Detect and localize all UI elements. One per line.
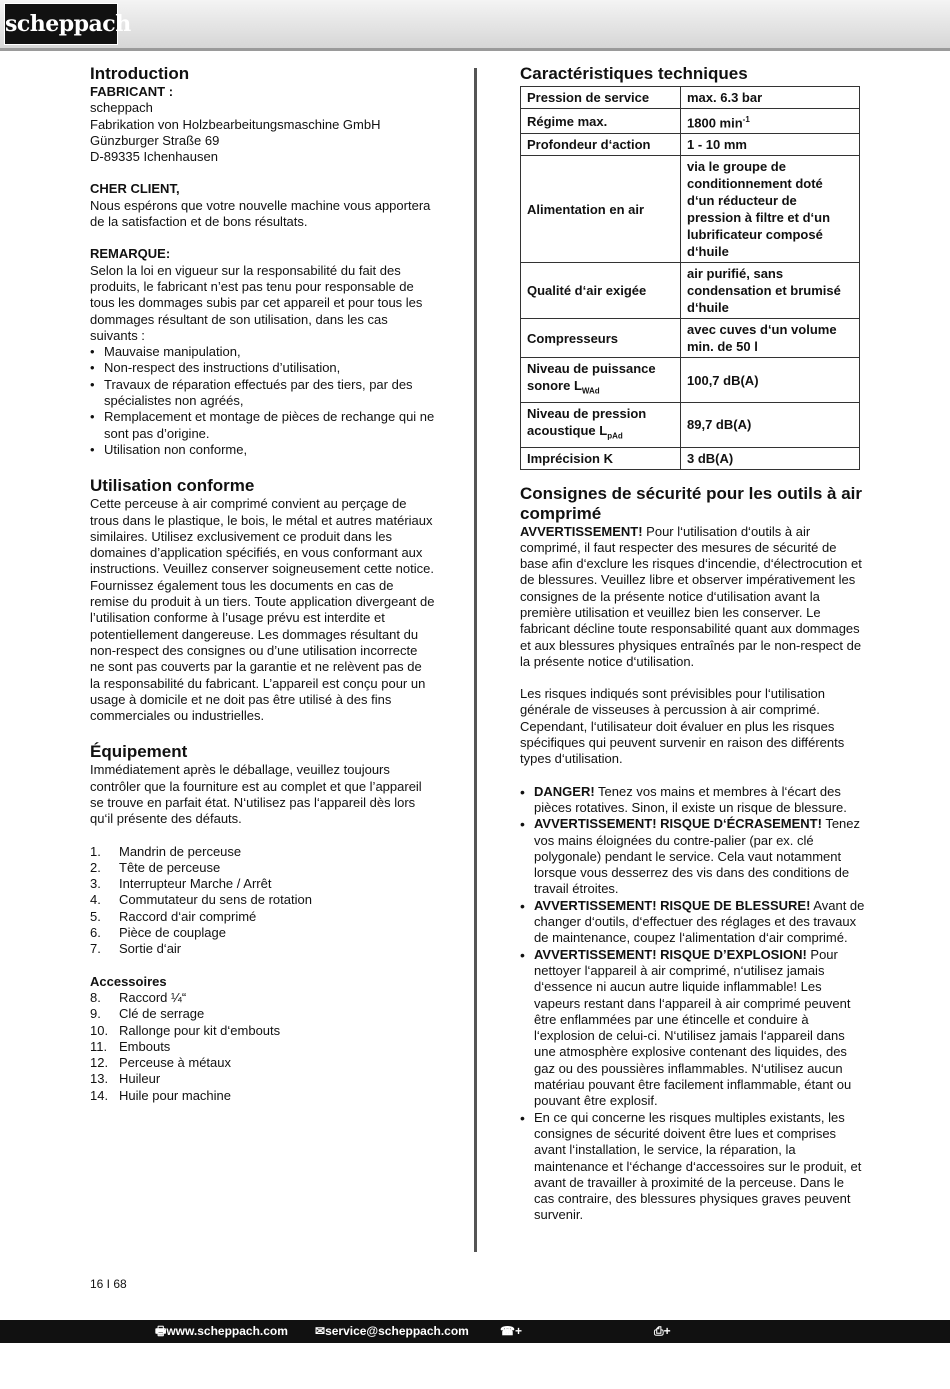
list-item: • En ce qui concerne les risques multiples existants, les consignes de sécurité doivent être lues et comprises avant l‘installation, le service, la réparation, la maintenance et l‘échange d‘accessoires sur le produit, et avant de travailler à proximité de la perceuse. Dans le cas contraire, des blessures physiques graves peuvent survenir. xyxy=(520,1110,865,1224)
list-item: • Non-respect des instructions d’utilisation, xyxy=(90,360,435,376)
list-item: 12. Perceuse à métaux xyxy=(90,1055,232,1071)
table-row: Compresseurs avec cuves d‘un volume min. de 50 l xyxy=(521,319,860,358)
manufacturer-line: Fabrikation von Holzbearbeitungsmaschine GmbH xyxy=(90,116,381,132)
list-item: • Mauvaise manipulation, xyxy=(90,344,435,360)
intended-use-heading: Utilisation conforme xyxy=(90,476,255,496)
accessories-list xyxy=(90,990,435,1104)
table-row: Qualité d‘air exigée air purifié, sans condensation et brumisé d‘huile xyxy=(521,263,860,319)
right-column xyxy=(520,64,865,1224)
list-item: • Travaux de réparation effectués par des tiers, par des spécialistes non agréés, xyxy=(90,377,435,410)
dear-client-text: Nous espérons que votre nouvelle machine vous apportera de la satisfaction et de bons résultats. xyxy=(90,197,431,230)
list-item: • AVVERTISSEMENT! RISQUE DE BLESSURE! Avant de changer d‘outils, d‘effectuer des réglages et des travaux de maintenance, coupez l‘alimentation d‘air comprimé. xyxy=(520,898,865,947)
specs-heading: Caractéristiques techniques xyxy=(520,64,748,83)
list-item: • DANGER! Tenez vos mains et membres à l‘écart des pièces rotatives. Sinon, il existe un risque de blessure. xyxy=(520,784,865,817)
list-item: 6. Pièce de couplage xyxy=(90,925,226,941)
list-item: 2. Tête de perceuse xyxy=(90,859,221,875)
list-item: 9. Clé de serrage xyxy=(90,1006,205,1022)
table-row: Imprécision K 3 dB(A) xyxy=(521,447,860,469)
list-item: 7. Sortie d‘air xyxy=(90,941,182,957)
list-item: 1. Mandrin de perceuse xyxy=(90,843,242,859)
list-item: • AVVERTISSEMENT! RISQUE D‘ÉCRASEMENT! Tenez vos mains éloignées du contre-palier (par ex. clé polygonale) pendant le service. Cela vaut notamment lorsque vous desserrez des vis dans des conditions de travail étroites. xyxy=(520,816,865,897)
risk-paragraph: Les risques indiqués sont prévisibles pour l‘utilisation générale de visseuses à percussion à air comprimé. Cependant, l‘utilisateur doit évaluer en plus les risques spécifiques qui peuvent survenir en raison des différents types d‘utilisation. xyxy=(520,686,845,767)
table-row: Pression de service max. 6.3 bar xyxy=(521,87,860,109)
list-item: • Utilisation non conforme, xyxy=(90,442,435,458)
list-item: 3. Interrupteur Marche / Arrêt xyxy=(90,876,272,892)
list-item: 4. Commutateur du sens de rotation xyxy=(90,892,312,908)
email-link[interactable]: ✉ service@scheppach.com xyxy=(315,1324,469,1338)
list-item: • AVVERTISSEMENT! RISQUE D’EXPLOSION! Pour nettoyer l‘appareil à air comprimé, n‘utilisez jamais d‘essence ni aucun autre liquide inflammable! Les vapeurs restant dans l‘appareil à air comprimé peuvent être enflammées par une étincelle et conduire à l‘explosion de celui-ci. N‘utilisez jamais l‘appareil dans une atmosphère explosive contenant des liquides, des gaz ou des poussières inflammables. N‘utilisez aucun matériau pouvant être facilement inflammable, étant ou pouvant être explosif. xyxy=(520,947,865,1110)
intended-use-text: Cette perceuse à air comprimé convient au perçage de trous dans le plastique, le bois, le métal et autres matériaux similaires. Utilisez exclusivement ce produit dans les domaines d’application spécifiés, en vous conformant aux instructions. Veuillez conserver soigneusement cette notice. Fournissez également tous les documents en cas de remise du produit à un tiers. Toute application divergeant de l’utilisation conforme à l’usage prévu est interdite et potentiellement dangereuse. Les dommages résultant du non-respect des consignes ou d’une utilisation incorrecte ne sont pas couverts par la garantie et ne relèvent pas de la responsabilité du fabricant. L’appareil est conçu pour un usage à domicile et ne doit pas être utilisé à des fins commerciales ou industrielles. xyxy=(90,496,435,724)
table-row: Niveau de puissance sonore $L_{WAd}$ 100,7 dB(A) xyxy=(521,358,860,403)
manufacturer-line: D-89335 Ichenhausen xyxy=(90,149,218,165)
safety-list xyxy=(520,784,865,1224)
note-list xyxy=(90,344,435,458)
list-item: 5. Raccord d‘air comprimé xyxy=(90,908,257,924)
table-row: Régime max. 1800 $\min^{-1}$ xyxy=(521,109,860,134)
manufacturer-line: Günzburger Straße 69 xyxy=(90,132,220,148)
manufacturer-line: scheppach xyxy=(90,100,153,116)
intro-heading: Introduction xyxy=(90,64,190,83)
web-link[interactable]: 🖶 www.scheppach.com xyxy=(155,1324,288,1338)
list-item: 10. Rallonge pour kit d‘embouts xyxy=(90,1022,281,1038)
table-row: Alimentation en air via le groupe de conditionnement doté d‘un réducteur de pression à filtre et d‘un lubrificateur composé d‘huile xyxy=(521,156,860,263)
table-row: Niveau de pression acoustique $L_{pAd}$ 89,7 dB(A) xyxy=(521,402,860,447)
page-footer xyxy=(0,1320,950,1384)
list-item: 13. Huileur xyxy=(90,1071,161,1087)
warning-paragraph: AVVERTISSEMENT! Pour l‘utilisation d‘outils à air comprimé, il faut respecter des mesures de sécurité de base afin d‘exclure les risques d‘incendie, d‘électrocution et de blessures. Veuillez libre et observer impérativement les consignes de la présente notice d‘utilisation avant la première utilisation et veuillez bien les conserver. Le fabricant décline toute responsabilité quant aux dommages et aux blessures physiques entraînés par le non-respect de la présente notice d‘utilisation. xyxy=(520,523,862,669)
list-item: 14. Huile pour machine xyxy=(90,1087,232,1103)
manufacturer-label: FABRICANT : xyxy=(90,84,174,99)
brand-logo: scheppach xyxy=(4,3,118,45)
equipment-text: Immédiatement après le déballage, veuillez toujours contrôler que la fourniture est au complet et que l’appareil se trouve en parfait état. N‘utilisez pas l‘appareil dès lors qu‘il présente des défauts. xyxy=(90,762,422,827)
equipment-list xyxy=(90,844,435,958)
list-item: • Remplacement et montage de pièces de rechange qui ne sont pas d’origine. xyxy=(90,409,435,442)
table-row: Profondeur d‘action 1 - 10 mm xyxy=(521,134,860,156)
column-divider xyxy=(474,68,477,1252)
equipment-heading: Équipement xyxy=(90,742,188,762)
list-item: 11. Embouts xyxy=(90,1038,171,1054)
safety-heading: Consignes de sécurité pour les outils à air comprimé xyxy=(520,483,862,523)
fax-number: ⎙ +(49)-08223-4002-58 xyxy=(654,1324,727,1384)
list-item: 8. Raccord ¼“ xyxy=(90,989,187,1005)
page-number: 16 I 68 xyxy=(90,1277,127,1291)
note-label: REMARQUE: xyxy=(90,246,171,262)
note-text: Selon la loi en vigueur sur la responsabilité du fait des produits, le fabricant n’est pas tenu pour responsable de tous les dommages subis par cet appareil et pour tous les dommages résultant de son utilisation, dans les cas suivants : xyxy=(90,262,423,343)
left-column xyxy=(90,64,435,1104)
specs-table xyxy=(520,86,860,470)
dear-client-label: CHER CLIENT, xyxy=(90,181,180,197)
accessories-label: Accessoires xyxy=(90,973,167,989)
page-header xyxy=(0,0,950,51)
phone-number: ☎ +(49)-08223-4002-99 xyxy=(500,1324,578,1384)
